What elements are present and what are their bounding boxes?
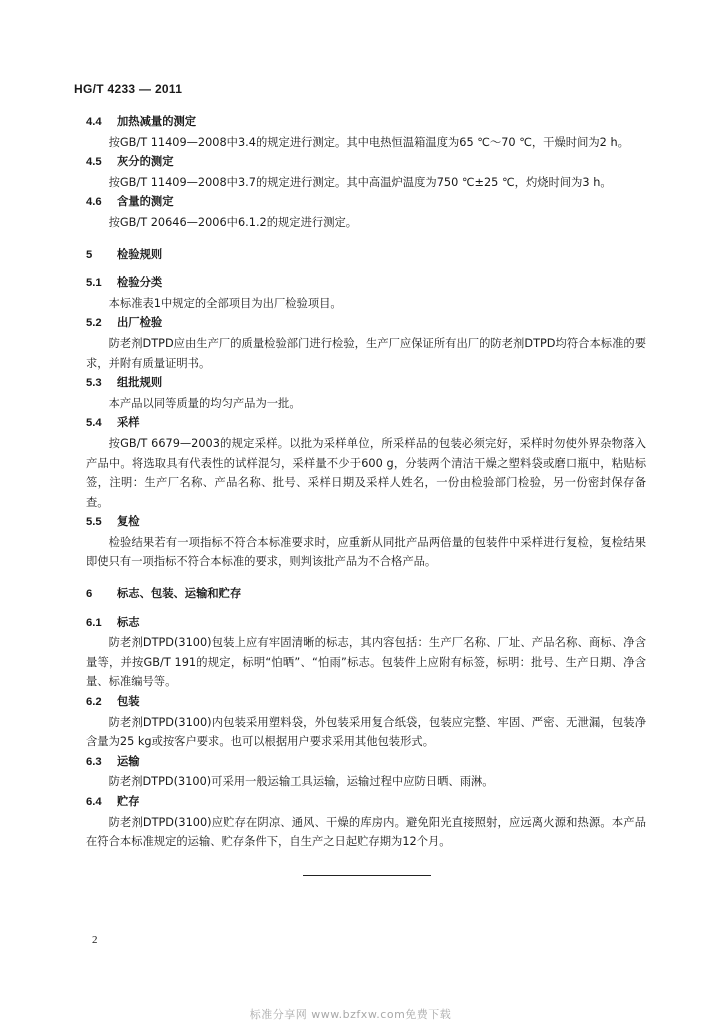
paragraph: 防老剂DTPD应由生产厂的质量检验部门进行检验，生产厂应保证所有出厂的防老剂DTPD均符合本标准的要求，并附有质量证明书。 [86,336,646,370]
section-title: 灰分的测定 [117,155,174,169]
subsection-heading [86,752,646,773]
paragraph: 按GB/T 11409—2008中3.7的规定进行测定。其中高温炉温度为750 ℃±25 ℃，灼烧时间为3 h。 [108,175,612,189]
section-title: 标志、包装、运输和贮存 [117,587,242,601]
section-title: 采样 [117,416,140,430]
paragraph: 防老剂DTPD(3100)内包装采用塑料袋，外包装采用复合纸袋，包装应完整、牢固、严密、无泄漏，包装净含量为25 kg或按客户要求。也可以根据用户要求采用其他包装形式。 [86,715,646,749]
section-number: 4.6 [86,196,102,209]
subsection-heading [86,373,646,394]
document-body [86,112,646,852]
section-title: 检验分类 [117,276,163,290]
standard-number: HG/T 4233 — 2011 [74,82,183,96]
section-number: 5.4 [86,417,102,430]
section-number: 5.1 [86,277,102,290]
section-title: 包装 [117,695,140,709]
section-title: 贮存 [117,795,140,808]
section-title: 运输 [117,754,140,768]
paragraph: 本标准表1中规定的全部项目为出厂检验项目。 [108,296,342,310]
section-title: 出厂检验 [117,316,163,330]
paragraph: 本产品以同等质量的均匀产品为一批。 [108,396,301,410]
subsection-heading [86,273,646,294]
watermark: 标准分享网 www.bzfxw.com免费下载 [249,1008,452,1021]
paragraph: 防老剂DTPD(3100)包装上应有牢固清晰的标志，其内容包括：生产厂名称、厂址、产品名称、商标、净含量等，并按GB/T 191的规定，标明“怕晒”、“怕雨”标志。包装件上应附有标签，标明：批号、生产日期、净含量、标准编号等。 [86,636,646,689]
section-title: 组批规则 [117,376,163,390]
paragraph: 防老剂DTPD(3100)可采用一般运输工具运输，运输过程中应防日晒、雨淋。 [108,775,494,789]
section-number: 4.5 [86,156,102,169]
section-title: 含量的测定 [117,195,174,209]
section-number: 6.1 [86,616,102,629]
subsection-heading [86,192,646,213]
section-number: 4.4 [86,116,102,128]
section-number: 6.3 [86,755,102,768]
section-number: 5.2 [86,317,102,330]
subsection-heading [86,692,646,713]
subsection-heading [86,413,646,434]
paragraph: 按GB/T 6679—2003的规定采样。以批为采样单位，所采样品的包装必须完好，采样时勿使外界杂物落入产品中。将选取具有代表性的试样混匀，采样量不少于600 g，分装两个清洁干燥之塑料袋或磨口瓶中，粘贴标签，注明：生产厂名称、产品名称、批号、采样日期及采样人姓名，一份由检验部门检验，另一份密封保存备查。 [86,436,646,509]
section-number: 6.2 [86,696,102,709]
section-number: 6.4 [86,796,102,808]
section-title: 加热减量的测定 [117,115,197,128]
section-title: 复检 [117,515,140,529]
subsection-heading [86,313,646,334]
section-number: 5.3 [86,377,102,390]
paragraph: 按GB/T 20646—2006中6.1.2的规定进行测定。 [108,215,358,229]
subsection-heading [86,512,646,533]
section-title: 检验规则 [117,247,163,261]
subsection-heading [86,613,646,634]
section-title: 标志 [117,615,140,629]
section-heading [86,584,646,605]
section-heading [86,245,646,266]
section-number: 5 [86,248,93,261]
paragraph: 检验结果若有一项指标不符合本标准要求时，应重新从同批产品两倍量的包装件中采样进行复检，复检结果即使只有一项指标不符合本标准的要求，则判该批产品为不合格产品。 [86,535,646,569]
end-rule [303,875,431,876]
section-number: 6 [86,588,93,601]
page-number: 2 [92,934,98,946]
subsection-heading [86,152,646,173]
section-number: 5.5 [86,516,102,529]
paragraph: 按GB/T 11409—2008中3.4的规定进行测定。其中电热恒温箱温度为65 ℃～70 ℃，干燥时间为2 h。 [108,135,629,149]
subsection-heading [86,792,646,813]
subsection-heading [86,112,646,133]
paragraph: 防老剂DTPD(3100)应贮存在阴凉、通风、干燥的库房内。避免阳光直接照射，应远离火源和热源。本产品在符合本标准规定的运输、贮存条件下，自生产之日起贮存期为12个月。 [86,815,646,849]
